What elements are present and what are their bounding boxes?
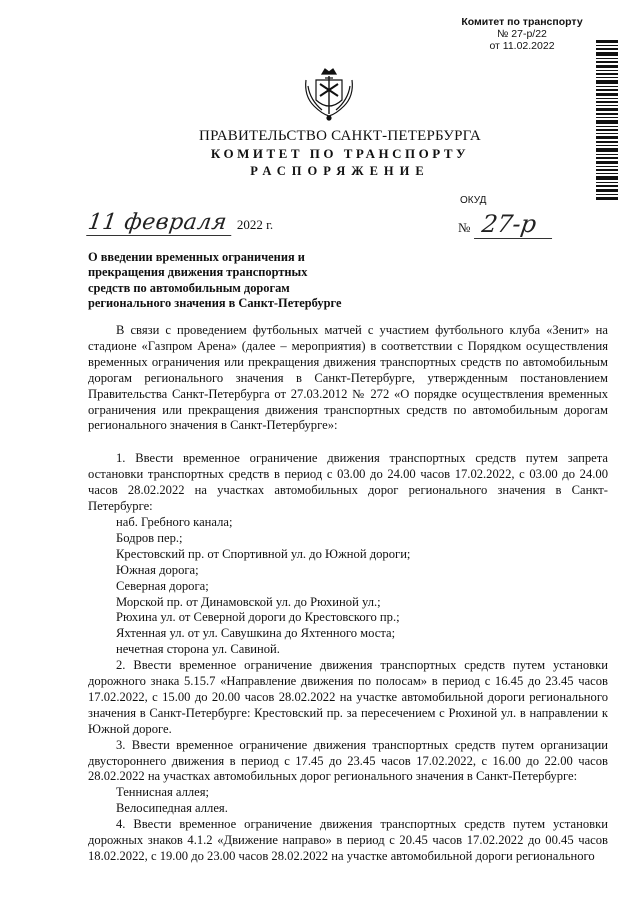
paragraph-3: 3. Ввести временное ограничение движения транспортных средств путем организации двустороннего движения в период с 17.45 до 23.45 часов 17.02.2022, с 16.00 до 22.00 часов 28.02.2022 на участках автомобильных дорог регионального значения в Санкт-Петербурге:: [88, 737, 608, 784]
paragraph-2: 2. Ввести временное ограничение движения транспортных средств путем установки дорожного знака 5.15.7 «Направление движения по полосам» в период с 16.45 до 23.45 часов 17.02.2022, с 15.00 до 20.00 часов 28.02.2022 на участке автомобильной дороги регионального значения в Санкт-Петербурге: Крестовский пр. за пересечением с Рюхиной ул. в направлении к Южной дороге.: [88, 658, 608, 736]
list-item: наб. Гребного канала;: [116, 514, 233, 529]
stamp-date: от 11.02.2022: [489, 40, 555, 52]
stamp-number: № 27-р/22: [497, 28, 547, 40]
document-number: [458, 210, 554, 239]
paragraph-4: 4. Ввести временное ограничение движения транспортных средств путем установки дорожных знаков 4.1.2 «Движение направо» в период с 20.45 часов 17.02.2022 до 00.45 часов 18.02.2022, с 19.00 до 23.00 часов 28.02.2022 на участке автомобильной дороги регионального: [88, 817, 608, 863]
number-prefix: №: [458, 220, 471, 235]
document-body: [88, 323, 608, 865]
stamp-org: Комитет по транспорту: [461, 16, 583, 28]
list-item: Велосипедная аллея.: [116, 801, 228, 816]
st-petersburg-coat-of-arms-icon: [300, 66, 358, 122]
list-item: нечетная сторона ул. Савиной.: [116, 642, 280, 657]
list-item: Южная дорога;: [116, 562, 199, 577]
document-header: [0, 128, 640, 180]
document-subject: О введении временных ограничения и прекращения движения транспортных средств по автомобильным дорогам регионального значения в Санкт-Петербурге: [88, 250, 342, 311]
paragraph-1: 1. Ввести временное ограничение движения транспортных средств путем запрета остановки транспортных средств в период с 03.00 до 24.00 часов 17.02.2022, с 03.00 до 24.00 часов 28.02.2022 на участках автомобильных дорог регионального значения в Санкт-Петербурге:: [88, 451, 608, 514]
list-item: Морской пр. от Динамовской ул. до Рюхиной ул.;: [116, 594, 381, 609]
list-item: Северная дорога;: [116, 578, 209, 593]
list-item: Крестовский пр. от Спортивной ул. до Южной дороги;: [116, 546, 411, 561]
committee-title: КОМИТЕТ ПО ТРАНСПОРТУ: [210, 146, 470, 161]
list-item: Яхтенная ул. от ул. Савушкина до Яхтенного моста;: [116, 626, 396, 641]
document-type: РАСПОРЯЖЕНИЕ: [250, 164, 430, 178]
handwritten-date: 11 февраля: [86, 210, 234, 236]
document-date: [88, 210, 273, 236]
list-item: Бодров пер.;: [116, 530, 183, 545]
registration-stamp: [452, 16, 592, 52]
list-item: Теннисная аллея;: [116, 785, 210, 800]
preamble-paragraph: В связи с проведением футбольных матчей с участием футбольного клуба «Зенит» на стадионе «Газпром Арена» (далее – мероприятия) в соответствии с Порядком осуществления временных ограничения или прекращения движения транспортных средств по автомобильным дорогам регионального значения в Санкт-Петербурге, утвержденным постановлением Правительства Санкт-Петербурга от 27.03.2012 № 272 «О порядке осуществления временных ограничения или прекращения движения транспортных средств по автомобильным дорогам регионального значения в Санкт-Петербурге»:: [88, 323, 608, 433]
handwritten-number: 27-р: [474, 210, 556, 239]
okud-label: ОКУД: [460, 195, 487, 206]
government-title: ПРАВИТЕЛЬСТВО САНКТ-ПЕТЕРБУРГА: [199, 128, 481, 144]
list-item: Рюхина ул. от Северной дороги до Крестовского пр.;: [116, 610, 400, 625]
date-year: 2022 г.: [236, 217, 274, 232]
